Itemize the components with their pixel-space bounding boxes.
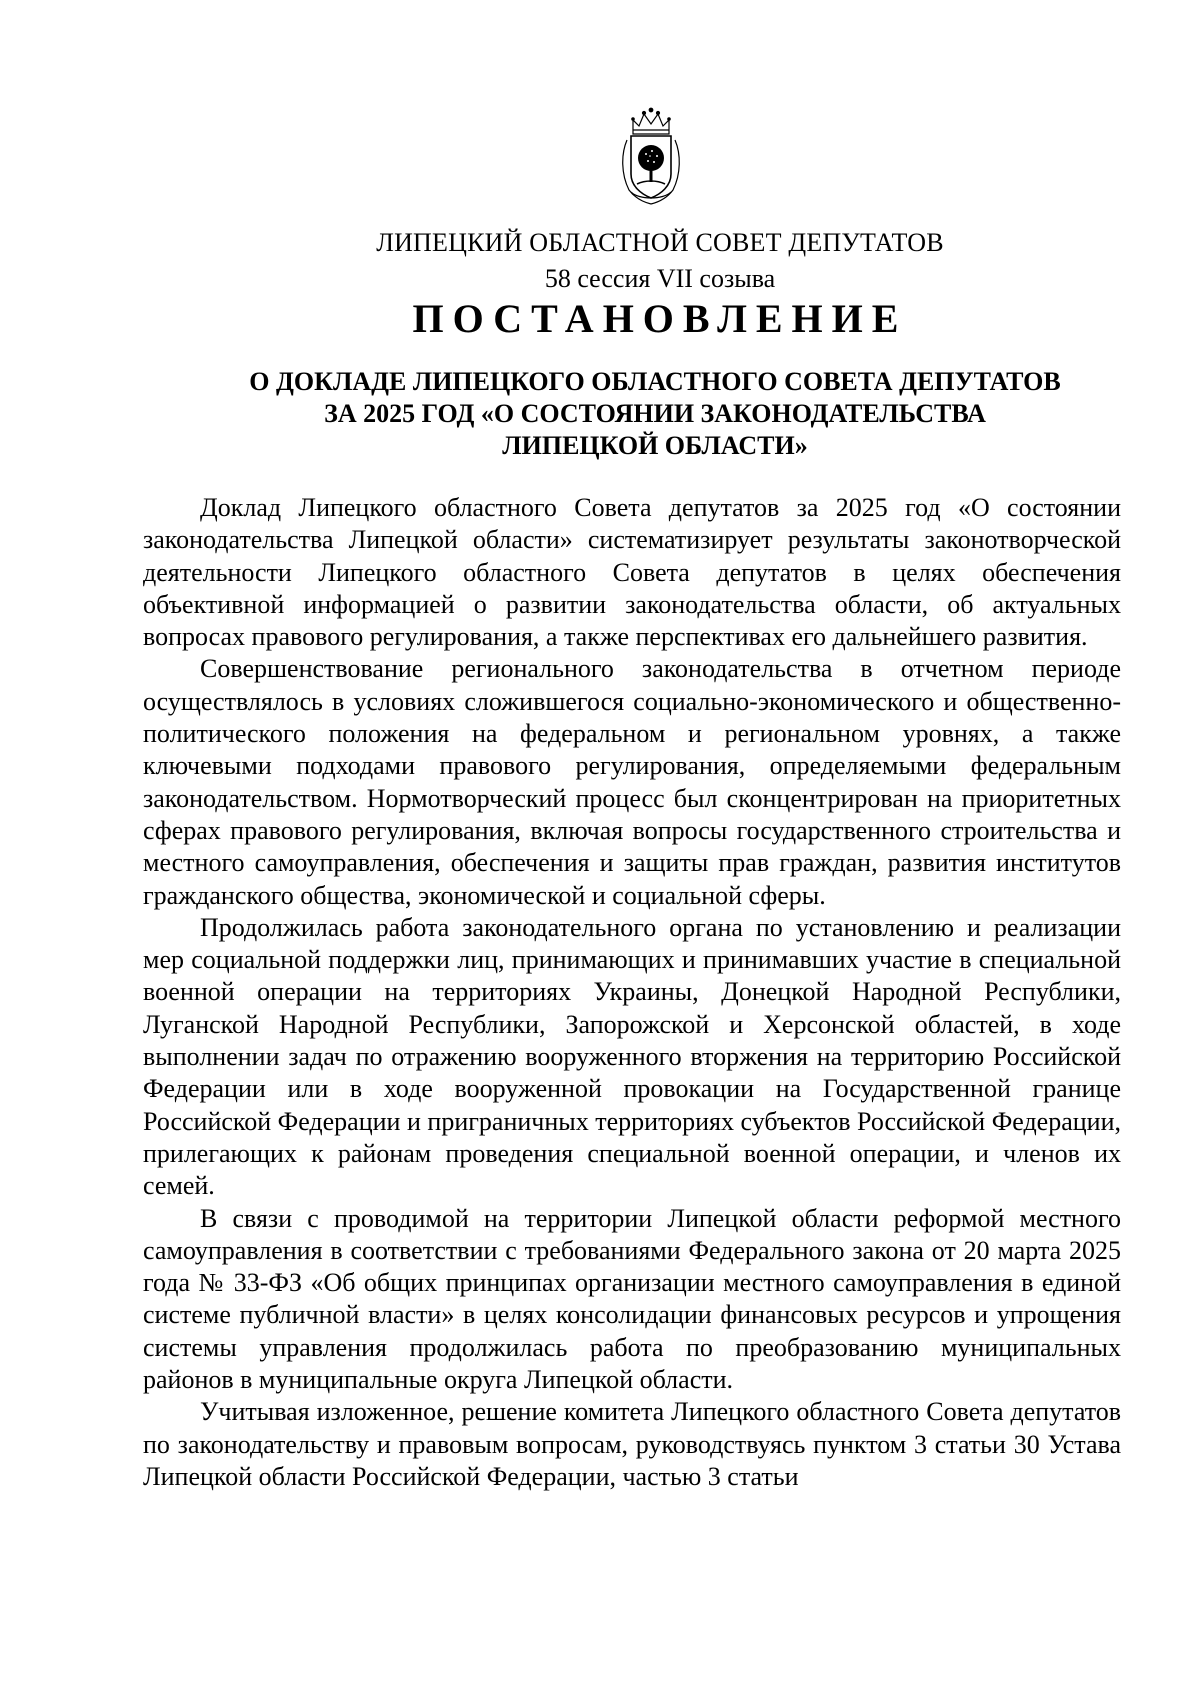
title-line: О ДОКЛАДЕ ЛИПЕЦКОГО ОБЛАСТНОГО СОВЕТА ДЕПУТАТОВ [249, 367, 1061, 396]
body-paragraph: Учитывая изложенное, решение комитета Липецкого областного Совета депутатов по законодательству и правовым вопросам, руководствуясь пунктом 3 статьи 30 Устава Липецкой области Российской Федерации, частью 3 статьи [143, 1397, 1121, 1491]
title-line: ЛИПЕЦКОЙ ОБЛАСТИ» [502, 431, 808, 460]
body-paragraph: Совершенствование регионального законодательства в отчетном периоде осуществлялось в условиях сложившегося социально-экономического и общественно-политического положения на федеральном и региональном уровнях, а также ключевыми подходами правового регулирования, определяемыми федеральным законодательством. Нормотворческий процесс был сконцентрирован на приоритетных сферах правового регулирования, включая вопросы государственного строительства и местного самоуправления, обеспечения и защиты прав граждан, развития институтов гражданского общества, экономической и социальной сферы. [143, 654, 1121, 910]
body-paragraph: Продолжилась работа законодательного органа по установлению и реализации мер социальной поддержки лиц, принимающих и принимавших участие в специальной военной операции на территориях Украины, Донецкой Народной Республики, Луганской Народной Республики, Запорожской и Херсонской областей, в ходе выполнении задач по отражению вооруженного вторжения на территорию Российской Федерации или в ходе вооруженной провокации на Государственной границе Российской Федерации и приграничных территориях субъектов Российской Федерации, прилегающих к районам проведения специальной военной операции, и членов их семей. [143, 912, 1121, 1201]
document-body [143, 492, 1121, 1493]
body-paragraph: Доклад Липецкого областного Совета депутатов за 2025 год «О состоянии законодательства Липецкой области» систематизирует результаты законотворческой деятельности Липецкого областного Совета депутатов в целях обеспечения объективной информацией о развитии законодательства области, об актуальных вопросах правового регулирования, а также перспективах его дальнейшего развития. [143, 493, 1121, 652]
document-title [145, 366, 1165, 462]
document-type: ПОСТАНОВЛЕНИЕ [412, 296, 908, 341]
title-line: ЗА 2025 ГОД «О СОСТОЯНИИ ЗАКОНОДАТЕЛЬСТВА [324, 399, 986, 428]
body-paragraph: В связи с проводимой на территории Липецкой области реформой местного самоуправления в соответствии с требованиями Федерального закона от 20 марта 2025 года № 33-ФЗ «Об общих принципах организации местного самоуправления в единой системе публичной власти» в целях консолидации финансовых ресурсов и упрощения системы управления продолжилась работа по преобразованию муниципальных районов в муниципальные округа Липецкой области. [143, 1203, 1121, 1395]
coat-of-arms-emblem [619, 104, 683, 208]
session-number: 58 сессия VII созыва [544, 264, 776, 293]
council-name: ЛИПЕЦКИЙ ОБЛАСТНОЙ СОВЕТ ДЕПУТАТОВ [376, 228, 944, 257]
